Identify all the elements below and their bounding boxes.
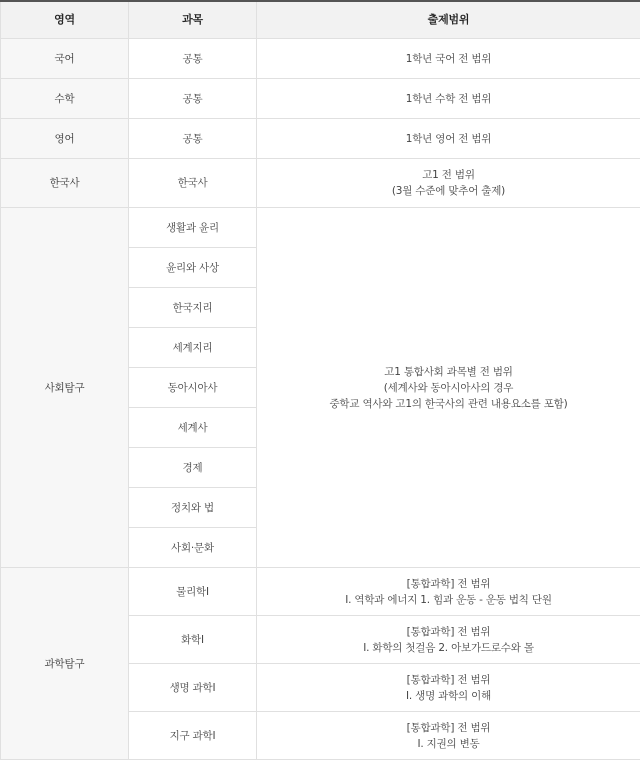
table-row: [1, 208, 640, 248]
range-line: Ⅰ. 화학의 첫걸음 2. 아보가드로수와 몰: [263, 640, 634, 656]
range-line: 고1 통합사회 과목별 전 범위: [263, 364, 634, 380]
range-cell: [257, 664, 640, 712]
area-cell: 수학: [1, 79, 129, 119]
header-subject: 과목: [129, 1, 257, 39]
area-cell: 영어: [1, 119, 129, 159]
area-cell: 한국사: [1, 159, 129, 208]
range-line: Ⅰ. 지권의 변동: [263, 736, 634, 752]
range-line: 중학교 역사와 고1의 한국사의 관련 내용요소를 포함): [263, 396, 634, 412]
subject-cell: 한국사: [129, 159, 257, 208]
header-range: 출제범위: [257, 1, 640, 39]
range-cell: 1학년 수학 전 범위: [257, 79, 640, 119]
area-cell: 과학탐구: [1, 568, 129, 760]
table-row: [1, 568, 640, 616]
range-line: [통합과학] 전 범위: [263, 624, 634, 640]
table-row: [1, 119, 640, 159]
subject-cell: 화학Ⅰ: [129, 616, 257, 664]
range-cell: [257, 712, 640, 760]
range-line: [통합과학] 전 범위: [263, 576, 634, 592]
subject-cell: 지구 과학Ⅰ: [129, 712, 257, 760]
subject-cell: 경제: [129, 448, 257, 488]
subject-cell: 세계사: [129, 408, 257, 448]
range-cell: [257, 159, 640, 208]
header-area: 영역: [1, 1, 129, 39]
range-line: 고1 전 범위: [263, 167, 634, 183]
subject-cell: 동아시아사: [129, 368, 257, 408]
subject-cell: 공통: [129, 119, 257, 159]
subject-cell: 윤리와 사상: [129, 248, 257, 288]
header-row: [1, 1, 640, 39]
subject-cell: 정치와 법: [129, 488, 257, 528]
subject-cell: 한국지리: [129, 288, 257, 328]
range-line: Ⅰ. 생명 과학의 이해: [263, 688, 634, 704]
table-row: [1, 39, 640, 79]
subject-cell: 생활과 윤리: [129, 208, 257, 248]
subject-cell: 사회·문화: [129, 528, 257, 568]
range-cell: [257, 616, 640, 664]
table-row: [1, 159, 640, 208]
subject-cell: 공통: [129, 79, 257, 119]
range-line: Ⅰ. 역학과 에너지 1. 힘과 운동 - 운동 법칙 단원: [263, 592, 634, 608]
subject-cell: 물리학Ⅰ: [129, 568, 257, 616]
area-cell: 사회탐구: [1, 208, 129, 568]
range-line: [통합과학] 전 범위: [263, 672, 634, 688]
range-cell: [257, 568, 640, 616]
table-row: [1, 79, 640, 119]
range-cell: [257, 208, 640, 568]
range-line: [통합과학] 전 범위: [263, 720, 634, 736]
subject-cell: 세계지리: [129, 328, 257, 368]
range-cell: 1학년 국어 전 범위: [257, 39, 640, 79]
area-cell: 국어: [1, 39, 129, 79]
range-line: (세계사와 동아시아사의 경우: [263, 380, 634, 396]
subject-cell: 공통: [129, 39, 257, 79]
subject-cell: 생명 과학Ⅰ: [129, 664, 257, 712]
range-cell: 1학년 영어 전 범위: [257, 119, 640, 159]
range-line: (3월 수준에 맞추어 출제): [263, 183, 634, 199]
